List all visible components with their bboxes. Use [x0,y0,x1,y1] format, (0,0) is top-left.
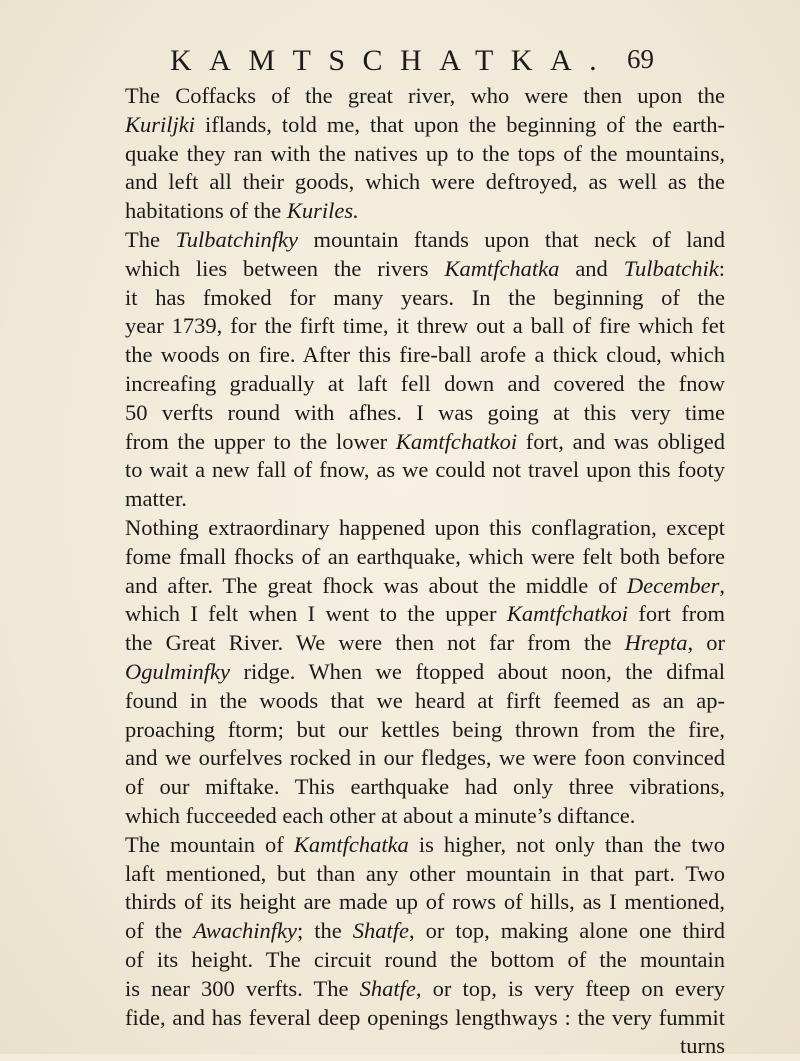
text-line [125,946,725,975]
text-line [125,226,725,255]
text-line [125,312,725,341]
text-line [125,456,725,485]
text-run: which fucceeded each other at about a minute’s diftance. [125,802,636,828]
text-line [125,888,725,917]
text-line [125,1004,725,1033]
text-line [125,975,725,1004]
text-line [125,341,725,370]
text-run: mountain ftands upon that neck of land [297,226,726,252]
text-run: of our miftake. This earthquake had only three vibrations, [125,774,725,800]
text-line [125,399,725,428]
text-line [125,197,725,226]
italic-text: Kamtfchatka [293,831,409,857]
text-line [125,600,725,629]
italic-text: Hrepta [624,630,688,656]
text-line [125,831,725,860]
text-line [125,917,725,946]
text-line [125,658,725,687]
text-run: , [719,572,725,598]
text-line [125,744,725,773]
text-run: thirds of its height are made up of rows of hills, as I mentioned, [125,889,725,915]
text-run: year 1739, for the firft time, it threw out a ball of fire which fet [125,313,725,339]
italic-text: Awachinfky [193,918,297,944]
text-line [125,629,725,658]
text-run: iflands, told me, that upon the beginning of the earth- [195,111,725,137]
italic-text: Kamtfchatkoi [395,428,518,454]
text-run: The mountain of [125,831,294,857]
italic-text: Shatfe [359,975,416,1001]
text-run: and after. The great fhock was about the middle of [125,572,627,598]
italic-text: Tulbatchinfky [175,226,298,252]
running-head [0,44,800,84]
text-line [125,284,725,313]
text-line [125,572,725,601]
text-run: fome fmall fhocks of an earthquake, which were felt both before [125,543,725,569]
text-line [125,514,725,543]
text-run: and [559,255,624,281]
text-run: of its height. The circuit round the bottom of the mountain [125,946,725,972]
text-run: ; the [296,918,353,944]
text-line [125,802,725,831]
text-line [125,428,725,457]
text-line [125,370,725,399]
text-run: is higher, not only than the two [408,831,725,857]
text-run: and left all their goods, which were deftroyed, as well as the [125,169,725,195]
text-run: fort from [628,601,725,627]
text-run: turns [680,1033,725,1059]
text-line [125,168,725,197]
text-line [125,773,725,802]
italic-text: Kamtfchatkoi [506,601,629,627]
text-line [125,111,725,140]
text-run: ridge. When we ftopped about noon, the difmal [229,658,725,684]
italic-text: Ogulminfky [125,658,230,684]
text-run: found in the woods that we heard at firft feemed as an ap- [125,687,725,713]
text-line [125,82,725,111]
text-run: : [718,255,725,281]
text-run: The [125,226,176,252]
text-run: proaching ftorm; but our kettles being thrown from the fire, [125,716,725,742]
text-line [125,485,725,514]
text-line [125,860,725,889]
text-run: and we ourfelves rocked in our fledges, we were foon convinced [125,745,725,771]
text-run: The Coffacks of the great river, who were then upon the [125,83,725,108]
text-run: , or top, is very fteep on every [415,975,725,1001]
italic-text: Kuriles. [286,198,359,224]
body-text [125,82,725,1061]
text-run: from the upper to the lower [125,428,396,454]
text-run: , or [687,630,725,656]
italic-text: Tulbatchik [623,255,719,281]
text-run: matter. [125,486,187,512]
text-line [125,543,725,572]
text-run: fide, and has feveral deep openings lengthways : the very fummit [125,1004,725,1030]
text-run: fort, and was obliged [517,428,725,454]
text-run: habitations of the [125,198,287,224]
text-run: , or top, making alone one third [409,918,725,944]
text-line [125,687,725,716]
text-run: increafing gradually at laft fell down and covered the fnow [125,370,725,396]
text-run: to wait a new fall of fnow, as we could not travel upon this footy [125,457,725,483]
text-run: 50 verfts round with afhes. I was going at this very time [125,399,725,425]
text-run: Nothing extraordinary happened upon this conflagration, except [125,514,725,540]
text-run: laft mentioned, but than any other mountain in that part. Two [125,860,725,886]
text-run: is near 300 verfts. The [125,975,360,1001]
catchword [125,1032,725,1061]
italic-text: Kuriljki [125,111,196,137]
text-run: it has fmoked for many years. In the beginning of the [125,284,725,310]
text-run: of the [125,918,194,944]
page-number: 69 [627,44,654,74]
italic-text: December [626,572,720,598]
text-run: the Great River. We were then not far from the [125,630,625,656]
text-line [125,140,725,169]
text-run: quake they ran with the natives up to the tops of the mountains, [125,140,725,166]
italic-text: Kamtfchatka [444,255,560,281]
running-title: KAMTSCHATKA. [170,44,615,77]
text-line [125,716,725,745]
text-run: which lies between the rivers [125,255,445,281]
text-run: the woods on fire. After this fire-ball arofe a thick cloud, which [125,342,725,368]
text-line [125,255,725,284]
text-run: which I felt when I went to the upper [125,601,507,627]
italic-text: Shatfe [352,918,409,944]
